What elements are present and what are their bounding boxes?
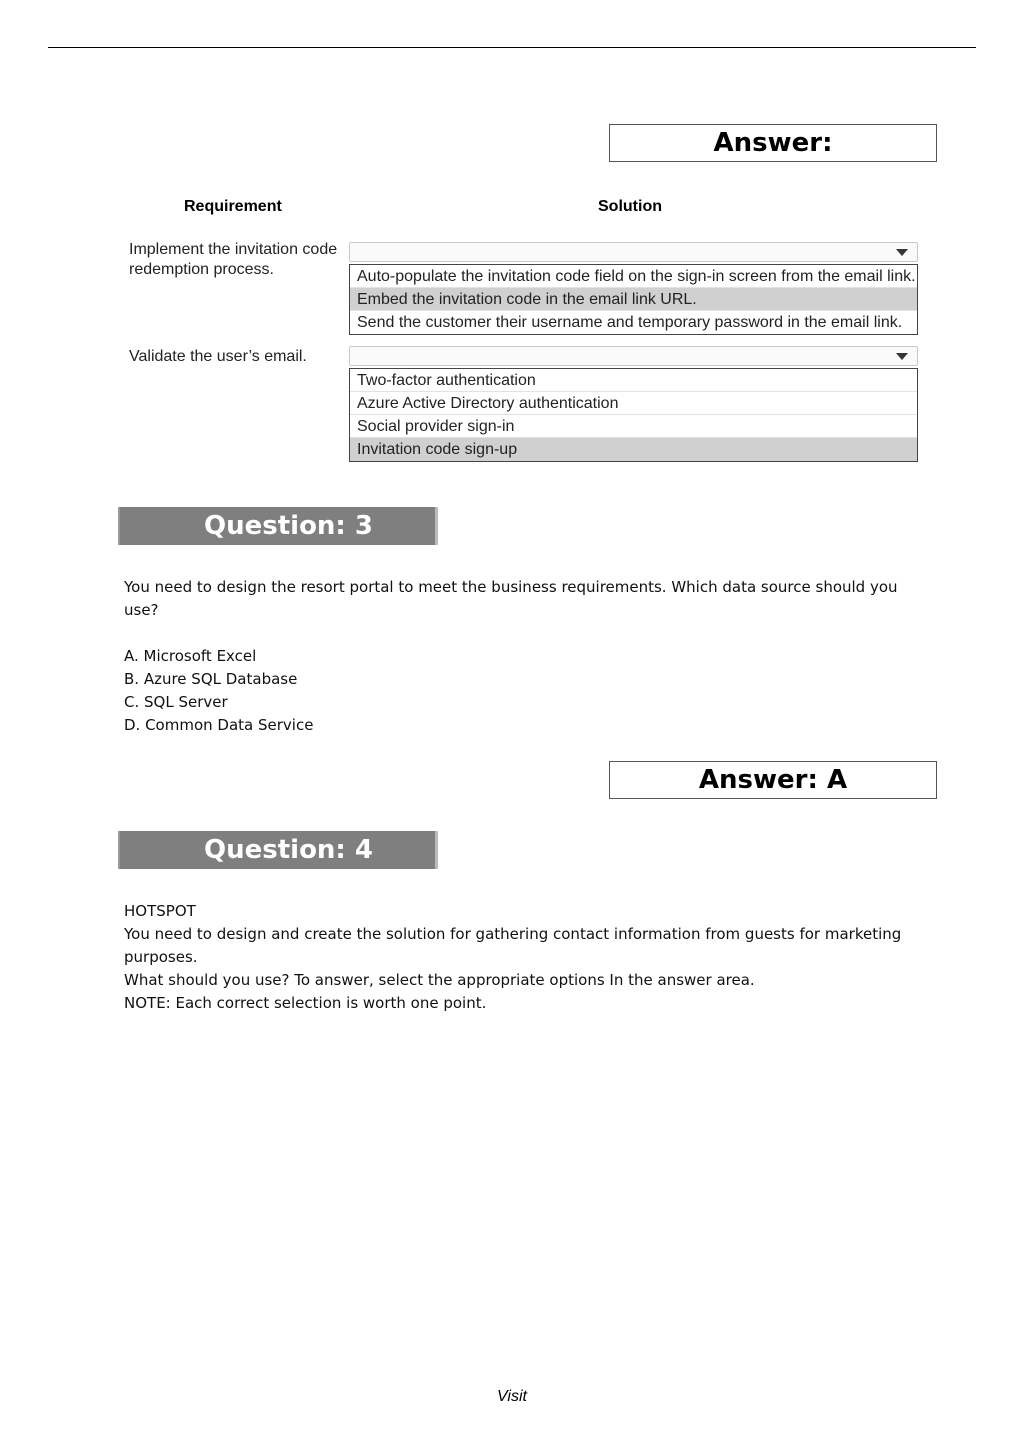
- question-3-body: [124, 576, 934, 737]
- solution-1-option[interactable]: Send the customer their username and temporary password in the email link.: [357, 314, 903, 331]
- question-3-choice: C. SQL Server: [124, 693, 228, 711]
- solution-2-option[interactable]: Social provider sign-in: [350, 415, 917, 438]
- solution-1-option[interactable]: Auto-populate the invitation code field on the sign-in screen from the email link.: [350, 265, 917, 288]
- solution-2-option[interactable]: Azure Active Directory authentication: [350, 392, 917, 415]
- solution-2-dropdown[interactable]: [349, 346, 918, 366]
- solution-2-option[interactable]: Two-factor authentication: [350, 369, 917, 392]
- solution-column-header: Solution: [598, 198, 662, 215]
- answer-label: Answer: A: [698, 765, 848, 795]
- requirement-column-header: Requirement: [184, 198, 282, 215]
- answer-label: Answer:: [713, 128, 833, 158]
- question-3-title-bar: [118, 507, 438, 545]
- question-3-choice: D. Common Data Service: [124, 716, 314, 734]
- footer-visit-text: Visit: [497, 1388, 527, 1405]
- chevron-down-icon: [887, 347, 917, 365]
- question-3-choice: B. Azure SQL Database: [124, 670, 298, 688]
- answer-box-q3: [609, 761, 937, 799]
- answer-box-q2: [609, 124, 937, 162]
- question-4-prompt: You need to design and create the solution for gathering contact information from guests for marketing purposes.: [124, 925, 902, 966]
- question-4-body: [124, 900, 934, 1015]
- solution-1-dropdown[interactable]: [349, 242, 918, 262]
- solution-2-options: [349, 368, 918, 462]
- question-4-note: NOTE: Each correct selection is worth one point.: [124, 994, 487, 1012]
- solution-1-options: [349, 264, 918, 335]
- question-4-title-bar: [118, 831, 438, 869]
- question-3-title: Question: 3: [204, 511, 373, 541]
- question-3-prompt: You need to design the resort portal to meet the business requirements. Which data source should you use?: [124, 578, 898, 619]
- question-3-choice: A. Microsoft Excel: [124, 647, 257, 665]
- header-rule: [48, 47, 976, 48]
- requirement-1-text: Implement the invitation code redemption process.: [129, 241, 338, 278]
- question-4-instruction: What should you use? To answer, select the appropriate options In the answer area.: [124, 971, 755, 989]
- question-4-type: HOTSPOT: [124, 902, 196, 920]
- solution-1-option-selected[interactable]: Embed the invitation code in the email link URL.: [350, 288, 917, 311]
- chevron-down-icon: [887, 243, 917, 261]
- question-4-title: Question: 4: [204, 835, 373, 865]
- solution-2-option-selected[interactable]: Invitation code sign-up: [350, 438, 917, 461]
- requirement-2-text: Validate the user’s email.: [129, 348, 307, 365]
